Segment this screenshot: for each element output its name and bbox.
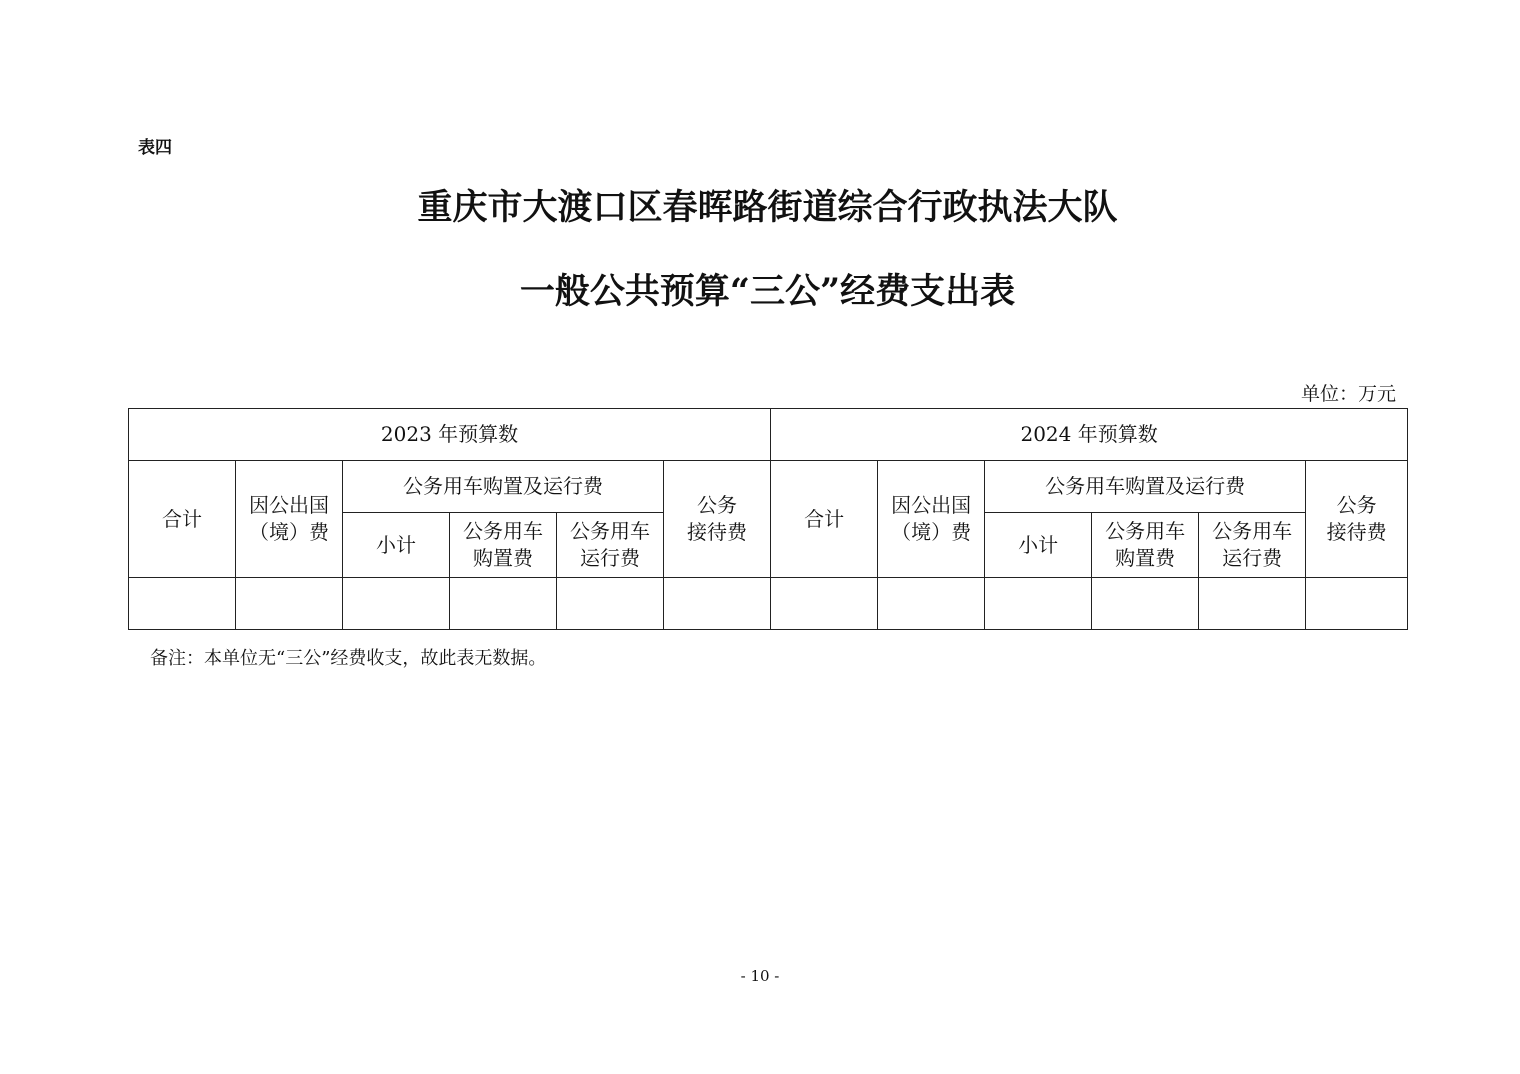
vehicle-operation-line1: 公务用车 bbox=[570, 519, 650, 543]
remark-note: 备注：本单位无“三公”经费收支，故此表无数据。 bbox=[150, 648, 547, 669]
abroad-header-line1: 因公出国 bbox=[249, 493, 329, 517]
document-title-line-1: 重庆市大渡口区春晖路街道综合行政执法大队 bbox=[417, 187, 1118, 228]
total-header-2023: 合计 bbox=[129, 461, 236, 578]
table-cell bbox=[985, 578, 1092, 630]
table-row bbox=[129, 578, 1408, 630]
table-cell bbox=[1306, 578, 1408, 630]
vehicle-purchase-line1: 公务用车 bbox=[1105, 519, 1186, 543]
year-2023-header: 2023 年预算数 bbox=[129, 409, 771, 461]
vehicle-purchase-line2: 购置费 bbox=[1115, 546, 1176, 570]
category-header-row bbox=[129, 461, 1408, 513]
total-header-2024: 合计 bbox=[771, 461, 878, 578]
table-cell bbox=[557, 578, 664, 630]
vehicle-operation-line1: 公务用车 bbox=[1212, 519, 1293, 543]
vehicle-purchase-header-2024 bbox=[1092, 513, 1199, 578]
table-cell bbox=[450, 578, 557, 630]
vehicle-purchase-line1: 公务用车 bbox=[463, 519, 543, 543]
three-public-expense-table bbox=[128, 408, 1408, 630]
vehicle-operation-header-2023 bbox=[557, 513, 664, 578]
table-cell bbox=[1199, 578, 1306, 630]
vehicle-group-header-2024: 公务用车购置及运行费 bbox=[985, 461, 1306, 513]
abroad-header-line1: 因公出国 bbox=[891, 493, 972, 517]
abroad-header-line2: （境）费 bbox=[249, 520, 329, 544]
reception-header-line1: 公务 bbox=[697, 493, 738, 517]
reception-header-line2: 接待费 bbox=[1326, 520, 1387, 544]
document-title-line-2: 一般公共预算“三公”经费支出表 bbox=[519, 271, 1016, 312]
abroad-header-line2: （境）费 bbox=[891, 520, 972, 544]
table-cell bbox=[771, 578, 878, 630]
year-2024-header: 2024 年预算数 bbox=[771, 409, 1408, 461]
table-label: 表四 bbox=[138, 138, 172, 158]
subtotal-header-2024: 小计 bbox=[985, 513, 1092, 578]
vehicle-operation-line2: 运行费 bbox=[580, 546, 640, 570]
reception-header-2023 bbox=[664, 461, 771, 578]
table-cell bbox=[236, 578, 343, 630]
reception-header-line1: 公务 bbox=[1336, 493, 1377, 517]
vehicle-purchase-header-2023 bbox=[450, 513, 557, 578]
table-cell bbox=[343, 578, 450, 630]
reception-header-line2: 接待费 bbox=[687, 520, 748, 544]
table-cell bbox=[664, 578, 771, 630]
vehicle-operation-line2: 运行费 bbox=[1222, 546, 1283, 570]
subtotal-header-2023: 小计 bbox=[343, 513, 450, 578]
reception-header-2024 bbox=[1306, 461, 1408, 578]
year-header-row bbox=[129, 409, 1408, 461]
abroad-expense-header-2023 bbox=[236, 461, 343, 578]
table-cell bbox=[878, 578, 985, 630]
table-cell bbox=[129, 578, 236, 630]
unit-label: 单位：万元 bbox=[1300, 383, 1396, 405]
vehicle-purchase-line2: 购置费 bbox=[473, 546, 533, 570]
page-number: - 10 - bbox=[740, 967, 780, 985]
table-cell bbox=[1092, 578, 1199, 630]
vehicle-operation-header-2024 bbox=[1199, 513, 1306, 578]
vehicle-group-header-2023: 公务用车购置及运行费 bbox=[343, 461, 664, 513]
abroad-expense-header-2024 bbox=[878, 461, 985, 578]
